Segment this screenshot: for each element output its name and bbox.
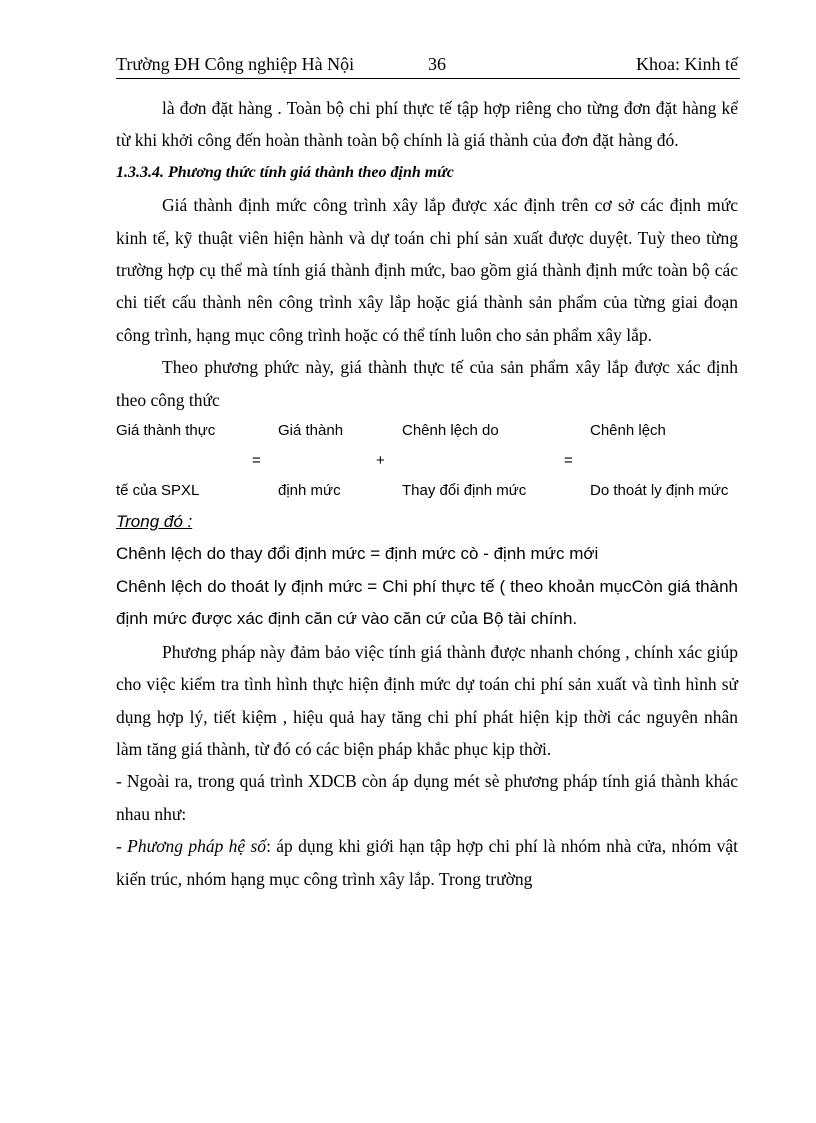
header-school: Trường ĐH Công nghiệp Hà Nội (116, 54, 355, 74)
where-label: Trong đó : (116, 512, 193, 532)
formula-term-actual: Giá thành thực (116, 422, 216, 440)
formula-term-norm-2: định mức (278, 482, 341, 500)
header-faculty: Khoa: Kinh tế (636, 54, 738, 74)
paragraph-other-methods: - Ngoài ra, trong quá trình XDCB còn áp dụng mét sè phương pháp tính giá thành khác nhau như: (116, 771, 738, 824)
formula-plus: + (376, 452, 385, 470)
formula-equals-2: = (564, 452, 573, 470)
paragraph-coefficient-method (116, 830, 738, 895)
cost-formula (116, 416, 738, 506)
formula-term-change-2: Thay đổi định mức (402, 482, 527, 500)
line-norm-deviation: Chênh lệch do thoát ly định mức = Chi phí thực tế ( theo khoản mụcCòn giá thành định mức được xác định căn cứ vào căn cứ của Bộ tài chính. (116, 576, 738, 629)
page-header (116, 52, 740, 79)
paragraph-method-benefit: Phương pháp này đảm bảo việc tính giá thành được nhanh chóng , chính xác giúp cho việc kiểm tra tình hình thực hiện định mức dự toán chi phí sản xuất và tình hình sử dụng hợp lý, tiết kiệm , hiệu quả hay tăng chi phí phát hiện kịp thời các nguyên nhân làm tăng giá thành, từ đó có các biện pháp khắc phục kịp thời. (116, 641, 738, 759)
section-heading: 1.3.3.4. Phương thức tính giá thành theo định mức (116, 163, 454, 181)
line-norm-change: Chênh lệch do thay đổi định mức = định mức cò - định mức mới (116, 544, 599, 564)
formula-term-change: Chênh lệch do (402, 422, 499, 440)
dash-prefix: - (116, 836, 128, 857)
formula-row-bottom (116, 476, 738, 506)
coefficient-method-term: Phương pháp hệ số (127, 836, 267, 857)
page-body (116, 92, 738, 895)
paragraph-formula-intro: Theo phương phức này, giá thành thực tế của sản phẩm xây lắp được xác định theo công thức (116, 357, 738, 410)
coefficient-method-text: : áp dụng khi giới hạn tập hợp chi phí là nhóm nhà cửa, nhóm vật kiến trúc, nhóm hạng mục công trình xây lắp. Trong trường (116, 836, 739, 889)
formula-row-top (116, 416, 738, 446)
formula-term-deviation: Chênh lệch (590, 422, 666, 440)
paragraph-order-cost: là đơn đặt hàng . Toàn bộ chi phí thực tế tập hợp riêng cho từng đơn đặt hàng kể từ khi khởi công đến hoàn thành toàn bộ chính là giá thành của đơn đặt hàng đó. (116, 98, 738, 151)
formula-term-actual-2: tế của SPXL (116, 482, 200, 500)
paragraph-norm-cost: Giá thành định mức công trình xây lắp được xác định trên cơ sở các định mức kinh tế, kỹ thuật viên hiện hành và dự toán chi phí sản xuất được duyệt. Tuỳ theo từng trường hợp cụ thể mà tính giá thành định mức, bao gồm giá thành định mức toàn bộ các chi tiết cấu thành nên công trình xây lắp hoặc giá thành sản phẩm của từng giai đoạn công trình, hạng mục công trình hoặc có thể tính luôn cho sản phẩm xây lắp. (116, 195, 738, 345)
page-number: 36 (428, 54, 446, 74)
formula-equals-1: = (252, 452, 261, 470)
formula-row-operators (116, 446, 738, 476)
formula-term-norm: Giá thành (278, 422, 344, 440)
formula-term-deviation-2: Do thoát ly định mức (590, 482, 729, 500)
